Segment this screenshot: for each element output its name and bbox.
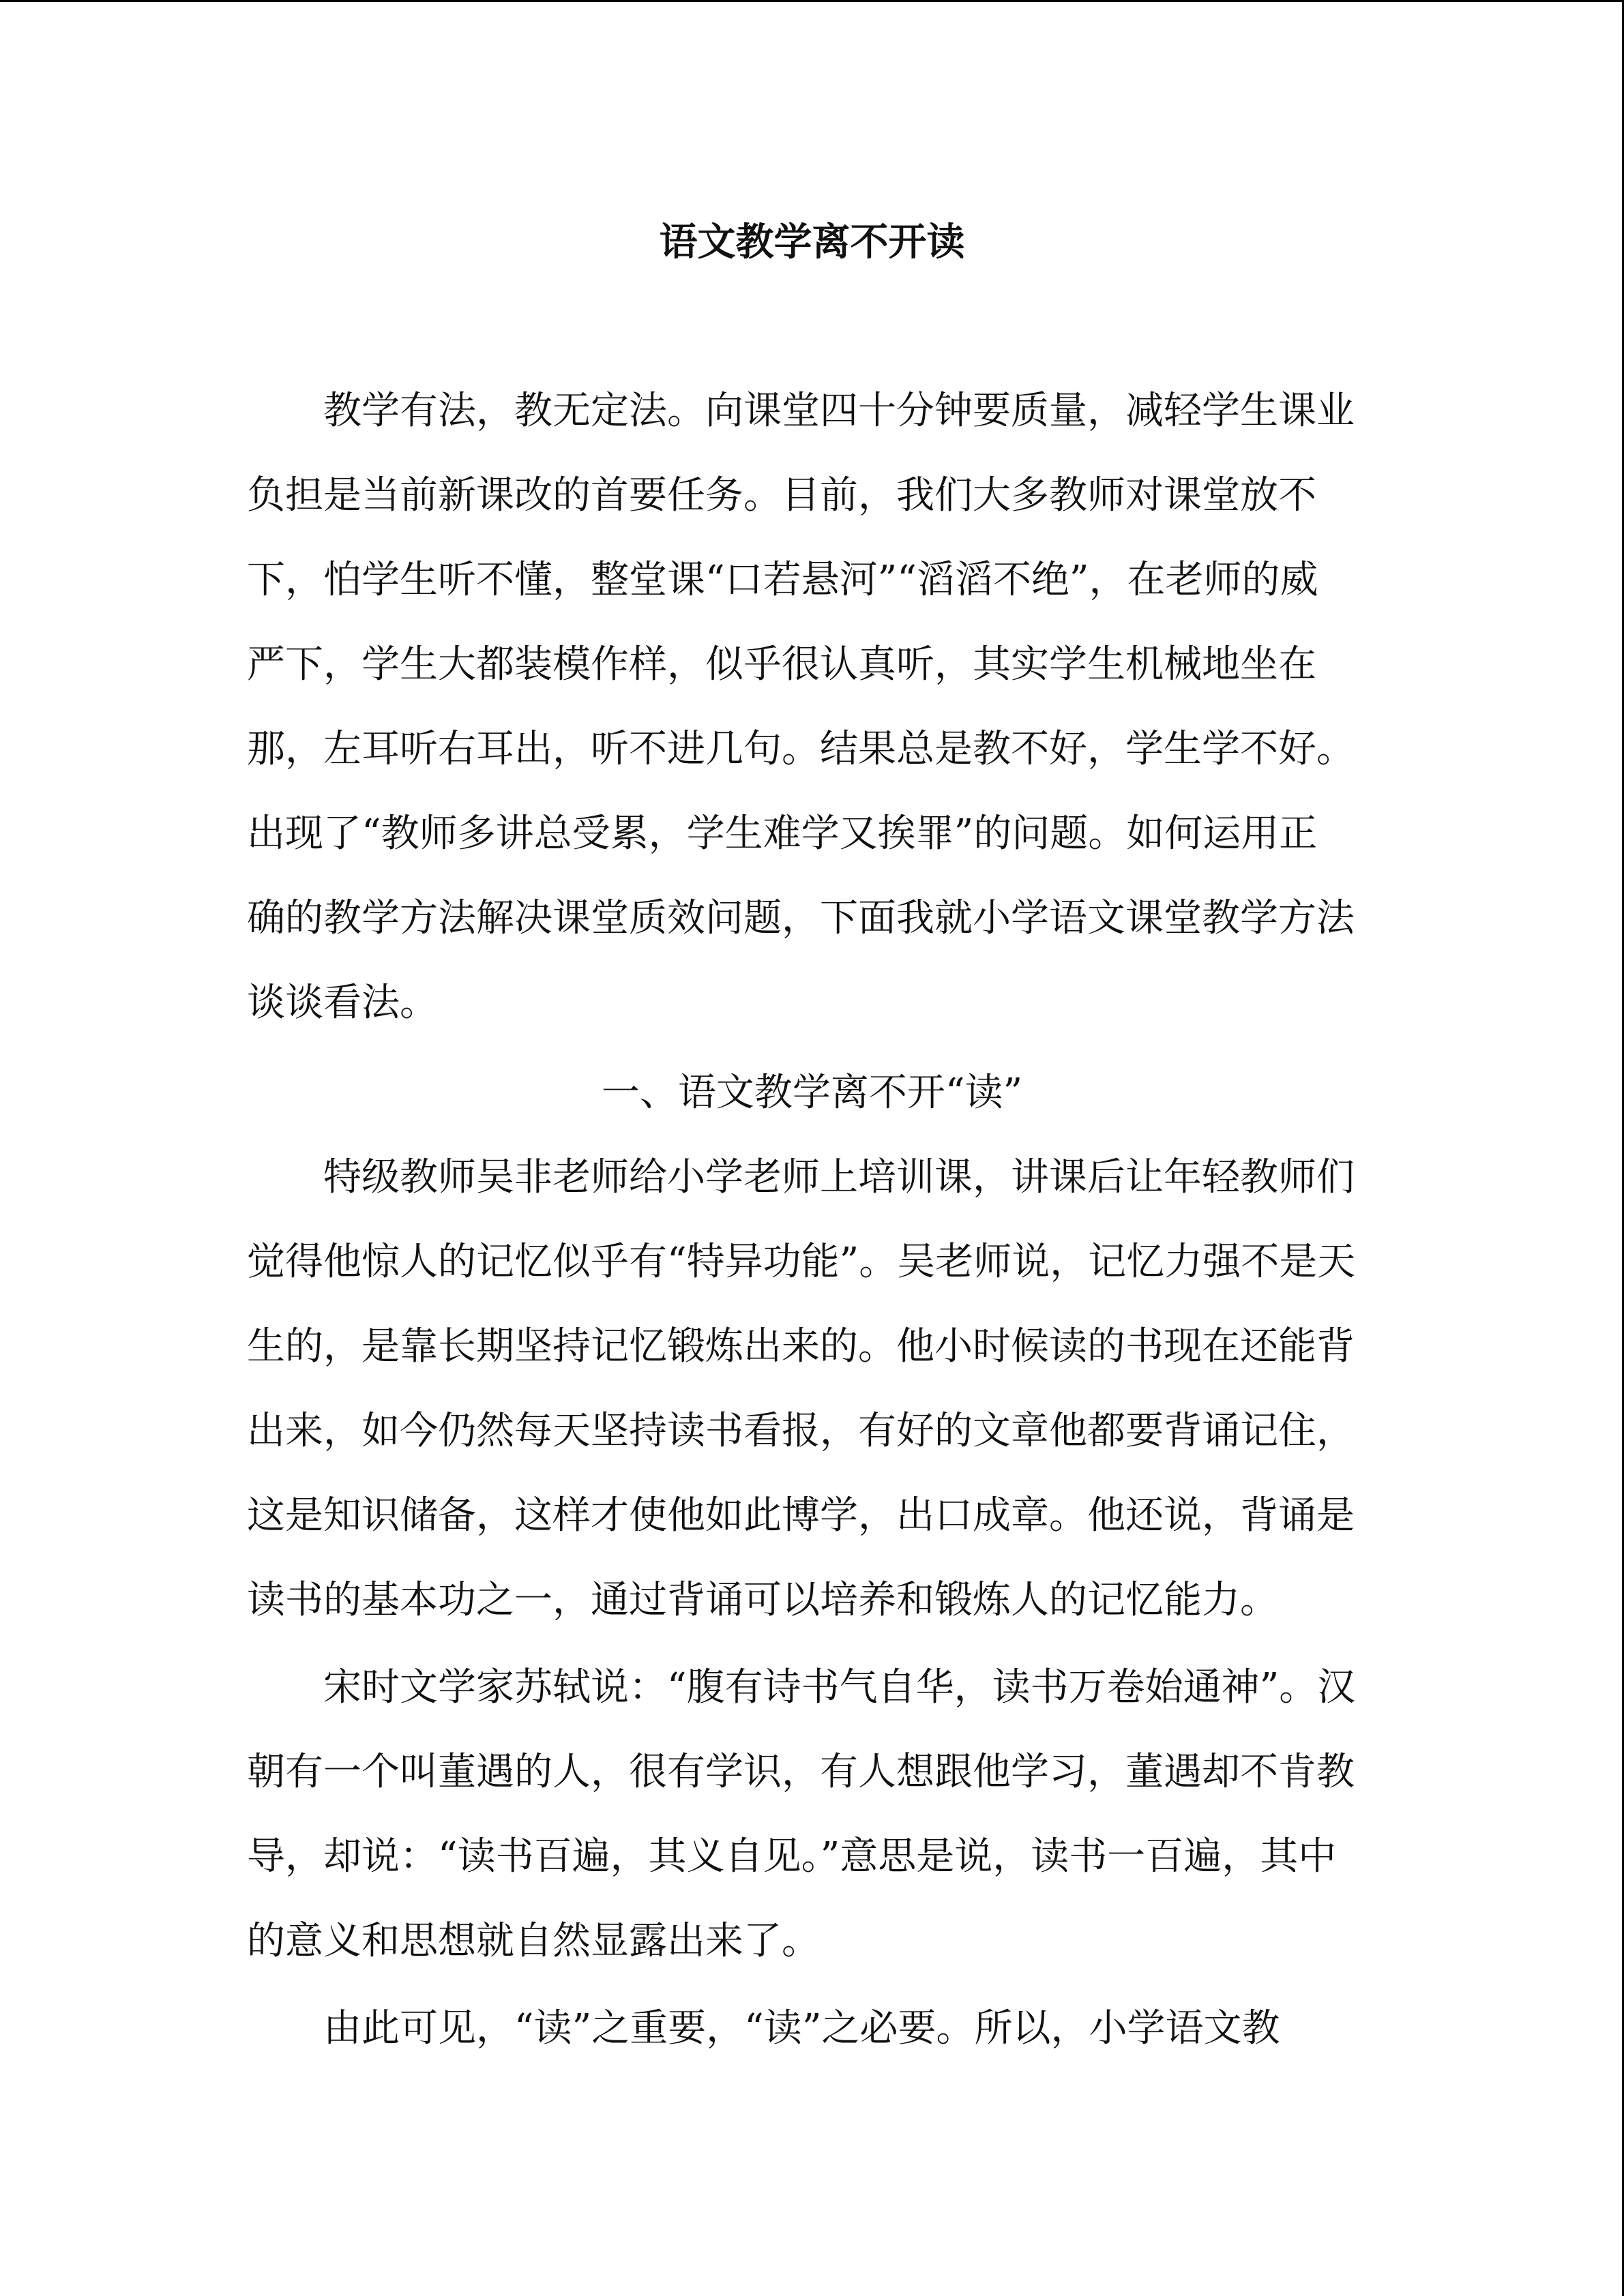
section-heading: 一、语文教学离不开“读”: [601, 1071, 1023, 1115]
text-line: 这是知识储备，这样才使他如此博学，出口成章。他还说，背诵是: [247, 1493, 1355, 1538]
document-title: 语文教学离不开读: [659, 220, 965, 265]
text-line: 导，却说：“读书百遍，其义自见。”意思是说，读书一百遍，其中: [247, 1834, 1337, 1879]
text-line: 确的教学方法解决课堂质效问题，下面我就小学语文课堂教学方法: [247, 896, 1355, 940]
text-line: 教学有法，教无定法。向课堂四十分钟要质量，减轻学生课业: [323, 389, 1355, 433]
text-line: 谈谈看法。: [247, 981, 438, 1025]
text-line: 出来，如今仍然每天坚持读书看报，有好的文章他都要背诵记住，: [247, 1409, 1355, 1453]
text-line: 那，左耳听右耳出，听不进几句。结果总是教不好，学生学不好。: [247, 727, 1355, 771]
text-line: 读书的基本功之一，通过背诵可以培养和锻炼人的记忆能力。: [247, 1578, 1278, 1622]
text-line: 下，怕学生听不懂，整堂课“口若悬河”“滔滔不绝”，在老师的威: [247, 558, 1318, 602]
text-line: 负担是当前新课改的首要任务。目前，我们大多教师对课堂放不: [247, 473, 1316, 518]
text-line: 生的，是靠长期坚持记忆锻炼出来的。他小时候读的书现在还能背: [247, 1324, 1355, 1369]
text-line: 觉得他惊人的记忆似乎有“特异功能”。吴老师说，记忆力强不是天: [247, 1240, 1356, 1284]
text-line: 宋时文学家苏轼说：“腹有诗书气自华，读书万卷始通神”。汉: [323, 1665, 1356, 1710]
text-line: 特级教师吴非老师给小学老师上培训课，讲课后让年轻教师们: [323, 1155, 1355, 1199]
text-line: 严下，学生大都装模作样，似乎很认真听，其实学生机械地坐在: [247, 642, 1316, 687]
text-line: 朝有一个叫董遇的人，很有学识，有人想跟他学习，董遇却不肯教: [247, 1750, 1355, 1794]
text-line: 的意义和思想就自然显露出来了。: [247, 1919, 820, 1963]
text-line: 出现了“教师多讲总受累，学生难学又挨罪”的问题。如何运用正: [247, 811, 1318, 856]
text-line: 由此可见，“读”之重要，“读”之必要。所以，小学语文教: [323, 2006, 1280, 2051]
